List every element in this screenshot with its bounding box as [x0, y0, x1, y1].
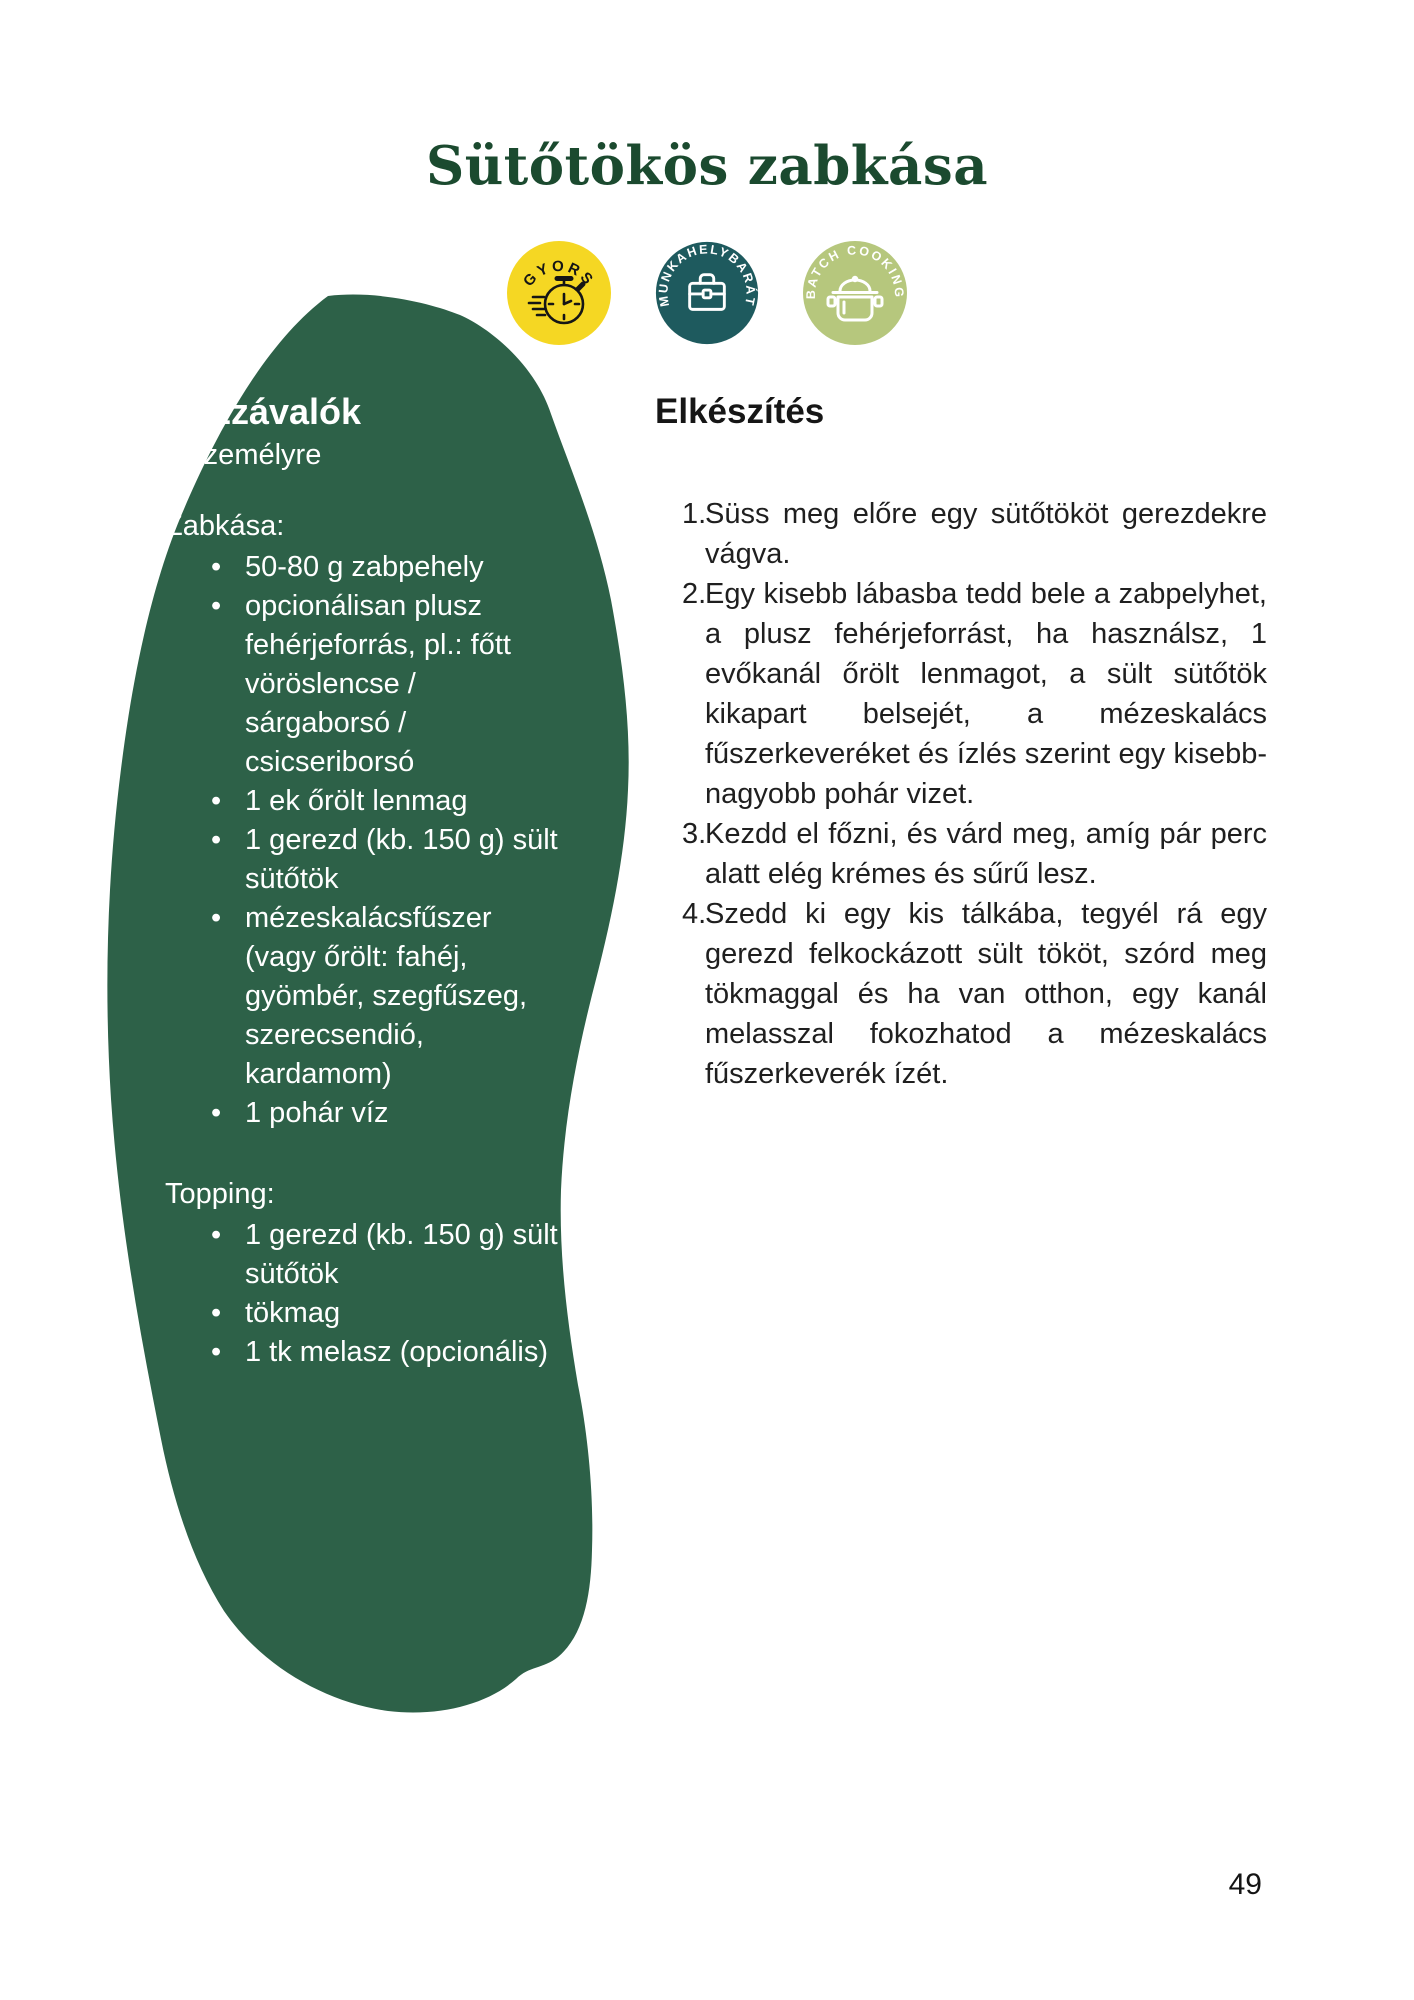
list-item: • tökmag [165, 1294, 567, 1333]
badge-quick-label: GYORS [520, 257, 599, 290]
page-title: Sütőtökös zabkása [425, 134, 989, 197]
step-number: 1. [682, 498, 707, 530]
badge-row [0, 240, 1414, 346]
list-item: • 1 gerezd (kb. 150 g) sült sütőtök [165, 821, 567, 899]
list-item: • mézeskalácsfűszer (vagy őrölt: fahéj, gyömbér, szegfűszeg, szerecsendió, kardamom) [165, 899, 567, 1094]
page-number: 49 [1228, 1868, 1262, 1901]
ingredients-serving: 1 személyre [165, 439, 322, 471]
ingredients-list-topping [165, 1216, 567, 1372]
badge-workplace-friendly [654, 240, 760, 346]
stopwatch-icon [506, 240, 612, 346]
list-item: • 1 ek őrölt lenmag [165, 782, 567, 821]
briefcase-icon [654, 240, 760, 346]
badge-batch-label: BATCH COOKING [803, 243, 907, 300]
list-item: • opcionálisan plusz fehérjeforrás, pl.: főtt vöröslencse / sárgaborsó / csicseriborsó [165, 587, 567, 782]
preparation-heading: Elkészítés [655, 392, 825, 431]
list-item: • 50-80 g zabpehely [165, 548, 567, 587]
preparation-step [655, 574, 1267, 814]
ingredients-list-porridge [165, 548, 567, 1133]
list-item: • 1 gerezd (kb. 150 g) sült sütőtök [165, 1216, 567, 1294]
preparation-column [655, 390, 1267, 1094]
ingredients-topping-label: Topping: [165, 1178, 275, 1210]
badge-quick [506, 240, 612, 346]
step-text: Szedd ki egy kis tálkába, tegyél rá egy gerezd felkockázott sült tököt, szórd meg tökmaggal és ha van otthon, egy kanál melasszal fokozhatod a mézeskalács fűszerkeverék ízét. [705, 898, 1267, 1090]
preparation-steps [655, 494, 1267, 1094]
step-text: Kezdd el főzni, és várd meg, amíg pár perc alatt elég krémes és sűrű lesz. [705, 818, 1267, 890]
preparation-step [655, 814, 1267, 894]
step-number: 2. [682, 578, 707, 610]
ingredients-section-label: Zabkása: [165, 510, 285, 542]
preparation-step [655, 494, 1267, 574]
preparation-step [655, 894, 1267, 1094]
step-text: Süss meg előre egy sütőtököt gerezdekre vágva. [705, 498, 1267, 570]
list-item: • 1 pohár víz [165, 1094, 567, 1133]
step-text: Egy kisebb lábasba tedd bele a zabpelyhet, a plusz fehérjeforrást, ha használsz, 1 evőkanál őrölt lenmagot, a sült sütőtök kikapart belsejét, a mézeskalács fűszerkeveréket és ízlés szerint egy kisebb-nagyobb pohár vizet. [705, 578, 1267, 810]
step-number: 4. [682, 898, 707, 930]
ingredients-heading: Hozzávalók [165, 391, 362, 432]
ingredients-column [165, 390, 567, 1372]
list-item: • 1 tk melasz (opcionális) [165, 1333, 567, 1372]
pot-icon [802, 240, 908, 346]
badge-workplace-label: MUNKAHELYBARÁT [656, 242, 758, 309]
step-number: 3. [682, 818, 707, 850]
badge-batch-cooking [802, 240, 908, 346]
